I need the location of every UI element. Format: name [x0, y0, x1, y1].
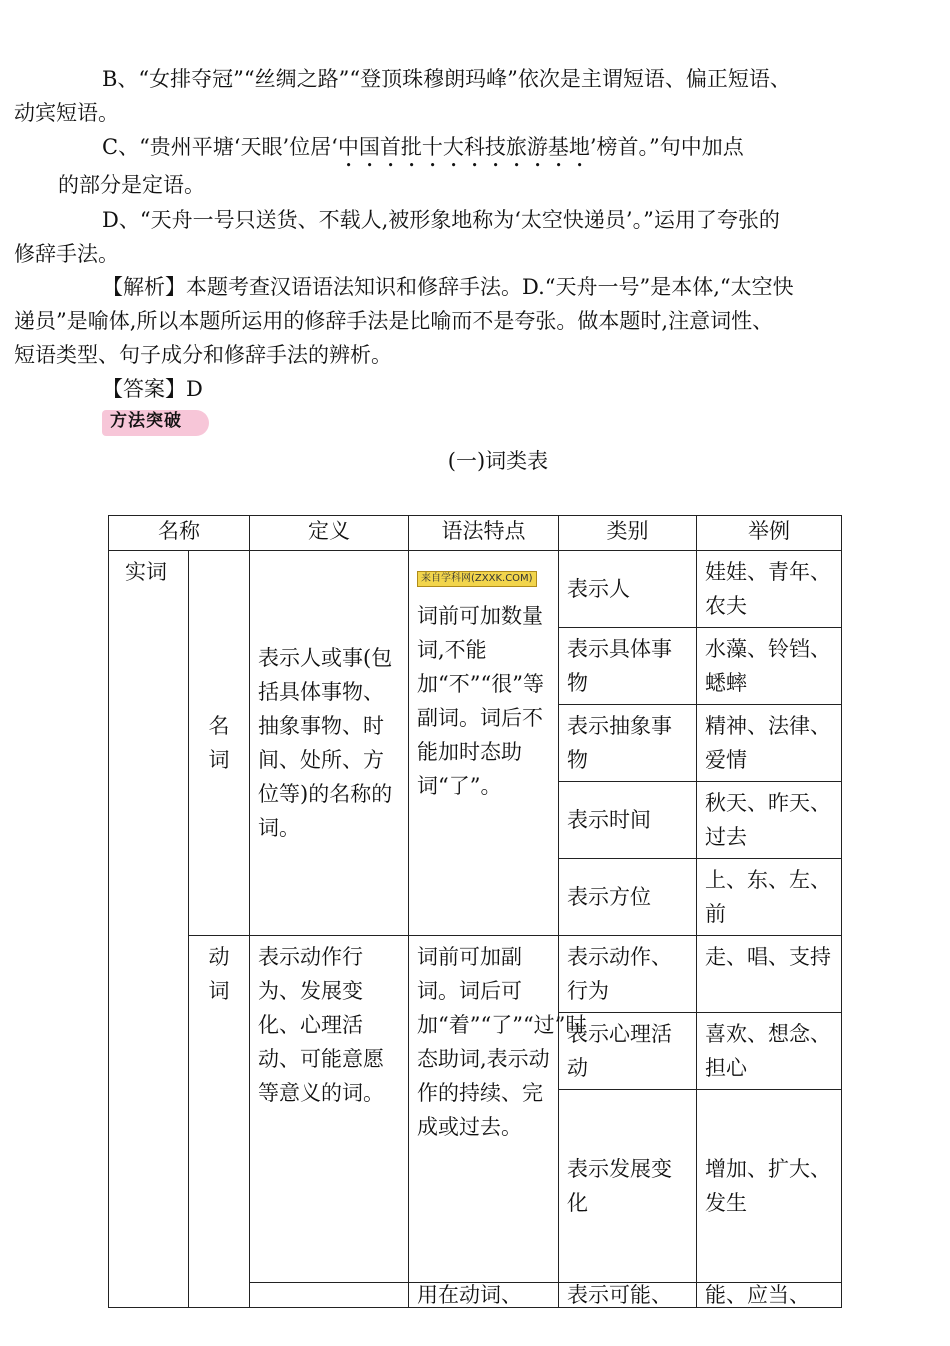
- table-row: [109, 551, 842, 628]
- header-examples: 举例: [697, 516, 842, 551]
- option-c-dotted-text: 中国首批十大科技旅游基地: [337, 135, 590, 159]
- verb-category: 表示发展变化: [559, 1090, 697, 1283]
- noun-examples: 秋天、昨天、过去: [697, 782, 842, 859]
- analysis-line2: 递员”是喻体,所以本题所运用的修辞手法是比喻而不是夸张。做本题时,注意词性、: [14, 309, 774, 333]
- option-c-pre: C、“贵州平塘‘天眼’位居‘: [102, 135, 338, 159]
- noun-category: 表示抽象事物: [559, 705, 697, 782]
- group-label: 实词: [109, 551, 189, 1308]
- option-c: [58, 130, 908, 172]
- verb-features-cont: 用在动词、: [409, 1283, 559, 1308]
- noun-examples: 精神、法律、爱情: [697, 705, 842, 782]
- word-class-table: [108, 515, 842, 1308]
- section-banner-label: 方法突破: [110, 411, 182, 431]
- option-b-line1: B、“女排夺冠”“丝绸之路”“登顶珠穆朗玛峰”依次是主谓短语、偏正短语、: [102, 67, 791, 91]
- option-b: [14, 62, 908, 130]
- noun-examples: 上、东、左、前: [697, 859, 842, 936]
- verb-definition: 表示动作行为、发展变化、心理活动、可能意愿等意义的词。: [250, 936, 409, 1283]
- verb-definition-cont: [250, 1283, 409, 1308]
- option-d-line1: D、“天舟一号只送货、不载人,被形象地称为‘太空快递员’。”运用了夸张的: [102, 208, 780, 232]
- verb-examples: 增加、扩大、发生: [697, 1090, 842, 1283]
- noun-definition: 表示人或事(包括具体事物、抽象事物、时间、处所、方位等)的名称的词。: [250, 551, 409, 936]
- watermark-badge: 来自学科网(ZXXK.COM): [417, 571, 537, 587]
- header-features: 语法特点: [409, 516, 559, 551]
- verb-features: 词前可加副词。词后可加“着”“了”“过”时态助词,表示动作的持续、完成或过去。: [409, 936, 559, 1283]
- noun-category: 表示方位: [559, 859, 697, 936]
- noun-category: 表示人: [559, 551, 697, 628]
- verb-category: 表示可能、: [559, 1283, 697, 1308]
- table-header-row: [109, 516, 842, 551]
- header-name: 名称: [109, 516, 250, 551]
- option-d-line2: 修辞手法。: [14, 242, 119, 266]
- noun-category: 表示具体事物: [559, 628, 697, 705]
- table-title: (一)词类表: [447, 449, 549, 473]
- noun-examples: 水藻、铃铛、蟋蟀: [697, 628, 842, 705]
- option-b-line2: 动宾短语。: [14, 101, 119, 125]
- noun-features: 词前可加数量词,不能加“不”“很”等副词。词后不能加时态助词“了”。: [417, 604, 544, 798]
- noun-label: 名词: [189, 551, 250, 936]
- header-category: 类别: [559, 516, 697, 551]
- analysis: [14, 270, 908, 372]
- verb-category: 表示动作、行为: [559, 936, 697, 1013]
- option-c-post: ’榜首。”句中加点: [589, 135, 744, 159]
- verb-examples: 喜欢、想念、担心: [697, 1013, 842, 1090]
- verb-label: 动词: [189, 936, 250, 1308]
- verb-examples: 走、唱、支持: [697, 936, 842, 1013]
- analysis-line1: 【解析】本题考查汉语语法知识和修辞手法。D.“天舟一号”是本体,“太空快: [102, 275, 794, 299]
- answer: 【答案】D: [102, 377, 203, 401]
- noun-category: 表示时间: [559, 782, 697, 859]
- analysis-line3: 短语类型、句子成分和修辞手法的辨析。: [14, 343, 392, 367]
- header-definition: 定义: [250, 516, 409, 551]
- noun-features-cell: [409, 551, 559, 936]
- section-banner: [102, 410, 209, 436]
- table-row: [109, 936, 842, 1013]
- option-d: [14, 203, 908, 271]
- verb-examples: 能、应当、: [697, 1283, 842, 1308]
- noun-examples: 娃娃、青年、农夫: [697, 551, 842, 628]
- verb-category: 表示心理活动: [559, 1013, 697, 1090]
- option-c-line2: 的部分是定语。: [58, 173, 205, 197]
